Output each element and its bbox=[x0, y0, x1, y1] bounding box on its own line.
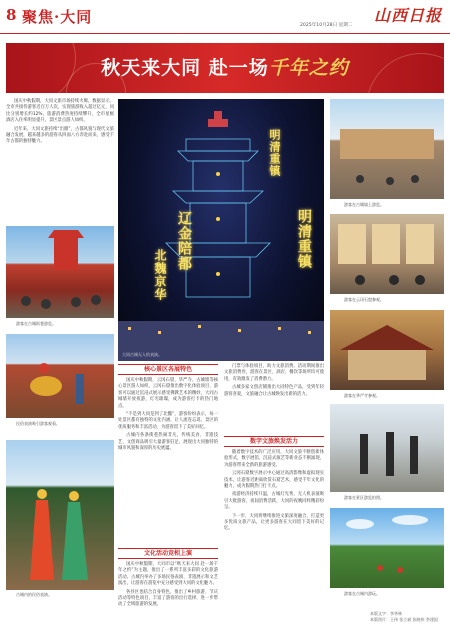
caption-right-3: 游客在华严寺参观。 bbox=[344, 393, 380, 398]
intro-paragraph: 国庆中秋假期，大同文旅市场持续火爆，数据显示，全市共接待游客近百万人次，实现旅游收入超过亿元，同比分别增长约12%，旅游消费热度持续攀升，全市星级酒店入住率明显提升，景区景点游人如织。 bbox=[6, 99, 114, 124]
photo-right-5 bbox=[330, 508, 444, 588]
drone-text-left-b: 辽金陪都 bbox=[176, 211, 192, 271]
photo-right-1 bbox=[330, 99, 444, 199]
caption-right-4: 游客在景区游览拍照。 bbox=[344, 495, 384, 500]
paragraph: 云冈石窟数字展示中心通过高清影像和虚拟现实技术，让游客近距离欣赏石窟艺术，感受千年文化的魅力，成为假期热门打卡点。 bbox=[224, 471, 324, 490]
headline-main: 秋天来大同 赴一场 bbox=[101, 57, 269, 79]
credits-text: 本版文字：李华林 bbox=[370, 611, 402, 616]
caption-right-2: 游客在云冈石窟参观。 bbox=[344, 297, 384, 302]
paragraph: 各县区也结合自身特色，推出了乡村旅游、节庆活动等特色项目，丰富了游客的出行选择，进一步带动了全域旅游的发展。 bbox=[118, 589, 218, 608]
subheading-digital: 数字文旅焕发活力 bbox=[224, 436, 324, 447]
intro-text bbox=[6, 99, 114, 148]
caption-left-1: 游客在古城街巷游览。 bbox=[16, 321, 56, 326]
paragraph: “不是到大同是到了北魏”，游客纷纷表示，每一处景区都有独特的文化内涵，让人流连忘返。景区的优质服务和丰富活动，为游客留下了美好回忆。 bbox=[118, 412, 218, 430]
drone-text-top-c: 明清重镇 bbox=[268, 129, 281, 177]
article-section-2 bbox=[224, 450, 324, 535]
paragraph: 随着数字技术的广泛应用，大同文旅不断创新体验形式，数字展馆、沉浸式演艺等新业态不断涌现，为游客带来全新的旅游感受。 bbox=[224, 450, 324, 468]
page-header bbox=[0, 0, 450, 34]
paragraph: 国庆中秋假期，大同市以“秋天来大同 赴一场千年之约”为主题，推出了一系列丰富多彩的文化旅游活动。古城内举办了多场民俗表演、非遗展示和文艺演出，让游客在游览中充分感受到大同的文化魅力。 bbox=[118, 562, 218, 587]
drone-text-right-d: 明清重镇 bbox=[296, 209, 312, 269]
intro-paragraph: 近年来，大同文旅持续“出圈”，古都风貌与现代文旅融合发展，越来越多的游客从四面八方奔赴而来，感受千年古都的独特魅力。 bbox=[6, 126, 114, 145]
newspaper-masthead: 山西日报 bbox=[373, 6, 442, 25]
photo-right-3 bbox=[330, 310, 444, 390]
page-credits bbox=[370, 611, 440, 622]
paragraph: 下一步，大同将继续推进文旅深度融合，打造更多优质文旅产品，让更多游客在大同留下美好的记忆。 bbox=[224, 513, 324, 532]
hero-drone-show-photo bbox=[118, 99, 324, 361]
photo-left-2 bbox=[6, 334, 114, 418]
headline bbox=[6, 53, 444, 80]
paragraph: 夜游经济持续升温，古城灯光秀、无人机表演吸引大批游客，夜间消费活跃，大同的夜晚同样精彩纷呈。 bbox=[224, 492, 324, 511]
credits-photo: 本版图片：王伟 张立斌 张晓伟 李建国 bbox=[370, 616, 438, 622]
headline-banner bbox=[6, 43, 444, 93]
photo-left-1 bbox=[6, 226, 114, 318]
paragraph: 国庆中秋假期，云冈石窟、华严寺、古城墙等核心景区游人如织，云冈石窟推出数字化体验项目，游客可以通过沉浸式展示感受佛教艺术的精妙，大同古城墙开放夜游，灯光璀璨，成为游客打卡的热门地点。 bbox=[118, 378, 218, 409]
article-section-1 bbox=[118, 378, 218, 454]
paragraph: 古城多家文创店铺推出大同特色产品，受到年轻游客喜爱，文旅融合让古城焕发出新的活力。 bbox=[224, 385, 324, 397]
paragraph: 古城内各条街巷热闹非凡，传统美食、非遗技艺、文创商品吸引大量游客驻足，展现出大同独特的城市风貌和深厚的历史底蕴。 bbox=[118, 433, 218, 452]
headline-gold: 千年之约 bbox=[268, 57, 349, 79]
paragraph: 门票与体验项目，助力文旅消费。活动期间推出文旅消费券，游客在景区、酒店、餐饮等场所均可使用，有效激发了消费潜力。 bbox=[224, 364, 324, 382]
caption-right-5: 游客在古城内游玩。 bbox=[344, 591, 380, 596]
page-number: 8 bbox=[6, 6, 17, 24]
caption-left-3: 古城内的民俗表演。 bbox=[16, 592, 52, 597]
section-title: 聚焦·大同 bbox=[22, 8, 93, 26]
subheading-core-scenic: 核心景区各展特色 bbox=[118, 364, 218, 375]
article-continued bbox=[224, 364, 324, 400]
subheading-culture-activities: 文化活动竞相上演 bbox=[118, 548, 218, 559]
caption-left-2: 民俗表演吸引游客观看。 bbox=[16, 421, 60, 426]
hero-caption: 大同古城无人机表演。 bbox=[122, 352, 162, 357]
caption-right-1: 游客在古城墙上游览。 bbox=[344, 202, 384, 207]
photo-right-2 bbox=[330, 214, 444, 294]
article-section-3 bbox=[118, 562, 218, 611]
issue-date: 2025年10月28日 星期二 bbox=[300, 23, 353, 28]
photo-right-4 bbox=[330, 404, 444, 492]
photo-left-3 bbox=[6, 440, 114, 590]
drone-text-left-a: 北魏京华 bbox=[153, 249, 167, 301]
